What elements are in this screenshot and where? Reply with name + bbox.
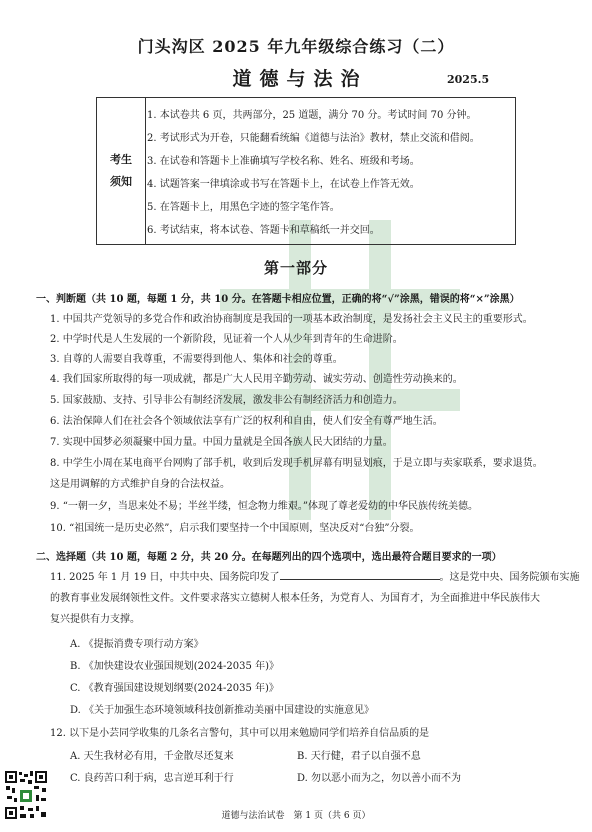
notice-items: [147, 104, 511, 242]
question-2: 2. 中学时代是人生发展的一个新阶段，见证着一个人从少年到青年的生命进阶。: [50, 334, 403, 345]
notice-item: 1. 本试卷共 6 页，共两部分，25 道题，满分 70 分。考试时间 70 分钟。: [147, 110, 477, 121]
subject-title: 道德与法治: [232, 68, 368, 90]
part-one-title: 第一部分: [263, 259, 328, 277]
question-1: 1. 中国共产党领导的多党合作和政治协商制度是我国的一项基本政治制度，是发扬社会主义民主的重要形式。: [50, 314, 533, 325]
question-11-line2: 的教育事业发展纲领性文件。文件要求落实立德树人根本任务，为党育人、为国育才，为全面推进中华民族伟大: [50, 593, 540, 604]
question-11-line1: [50, 568, 580, 583]
notice-item: 6. 考试结束，将本试卷、答题卡和草稿纸一并交回。: [147, 225, 380, 236]
q12-option-b: B. 天行健，君子以自强不息: [297, 751, 421, 762]
question-8-line2: 这是用调解的方式维护自身的合法权益。: [50, 479, 230, 490]
question-11-text-a: 11. 2025 年 1 月 19 日，中共中央、国务院印发了: [50, 572, 280, 583]
page-footer: 道德与法治试卷 第 1 页（共 6 页）: [221, 811, 371, 821]
question-9: 9. “一朝一夕，当思来处不易；半丝半缕，恒念物力维艰。”体现了尊老爱幼的中华民族传统美德。: [50, 501, 478, 512]
notice-box: [96, 97, 516, 245]
notice-item: 3. 在试卷和答题卡上准确填写学校名称、姓名、班级和考场。: [147, 156, 420, 167]
notice-item: 4. 试题答案一律填涂或书写在答题卡上，在试卷上作答无效。: [147, 179, 420, 190]
section2-heading: 二、选择题（共 10 题，每题 2 分，共 20 分。在每题列出的四个选项中，选出最符合题目要求的一项）: [36, 552, 502, 563]
notice-item: 5. 在答题卡上，用黑色字迹的签字笔作答。: [147, 202, 340, 213]
question-7: 7. 实现中国梦必须凝聚中国力量。中国力量就是全国各族人民大团结的力量。: [50, 437, 393, 448]
exam-date: 2025.5: [447, 73, 490, 86]
question-3: 3. 自尊的人需要自我尊重，不需要得到他人、集体和社会的尊重。: [50, 354, 343, 365]
q11-option-c: C. 《教育强国建设规划纲要(2024-2035 年)》: [70, 683, 279, 694]
q11-option-a: A. 《提振消费专项行动方案》: [70, 639, 204, 650]
q11-option-b: B. 《加快建设农业强国规划(2024-2035 年)》: [70, 661, 279, 672]
q12-option-c: C. 良药苦口利于病，忠言逆耳利于行: [70, 773, 234, 784]
section1-heading: 一、判断题（共 10 题，每题 1 分，共 10 分。在答题卡相应位置，正确的将“√”涂黑，错误的将“×”涂黑）: [36, 294, 520, 305]
question-10: 10. “祖国统一是历史必然”，启示我们要坚持一个中国原则，坚决反对“台独”分裂。: [50, 523, 420, 534]
question-5: 5. 国家鼓励、支持、引导非公有制经济发展，激发非公有制经济活力和创造力。: [50, 395, 403, 406]
notice-item: 2. 考试形式为开卷，只能翻看统编《道德与法治》教材，禁止交流和借阅。: [147, 133, 480, 144]
question-8-line1: 8. 中学生小周在某电商平台网购了部手机，收到后发现手机屏幕有明显划痕，于是立即与卖家联系，要求退货。: [50, 458, 543, 469]
exam-title: 门头沟区 2025 年九年级综合练习（二）: [137, 37, 455, 56]
question-11-line3: 复兴提供有力支撑。: [50, 614, 140, 625]
q12-option-d: D. 勿以恶小而为之，勿以善小而不为: [297, 773, 462, 784]
answer-blank: [280, 570, 440, 580]
q12-option-a: A. 天生我材必有用，千金散尽还复来: [70, 751, 234, 762]
q11-option-d: D. 《关于加强生态环境领域科技创新推动美丽中国建设的实施意见》: [70, 705, 375, 716]
question-12: 12. 以下是小芸同学收集的几条名言警句，其中可以用来勉励同学们培养自信品质的是: [50, 728, 430, 739]
question-4: 4. 我们国家所取得的每一项成就，都是广大人民用辛勤劳动、诚实劳动、创造性劳动换来的。: [50, 374, 463, 385]
notice-label-line2: 须知: [110, 175, 132, 188]
question-11-text-b: 。这是党中央、国务院颁布实施: [439, 572, 580, 583]
notice-label-line1: 考生: [110, 153, 132, 166]
question-6: 6. 法治保障人们在社会各个领域依法享有广泛的权利和自由，使人们安全有尊严地生活。: [50, 416, 443, 427]
notice-label: [97, 98, 146, 244]
